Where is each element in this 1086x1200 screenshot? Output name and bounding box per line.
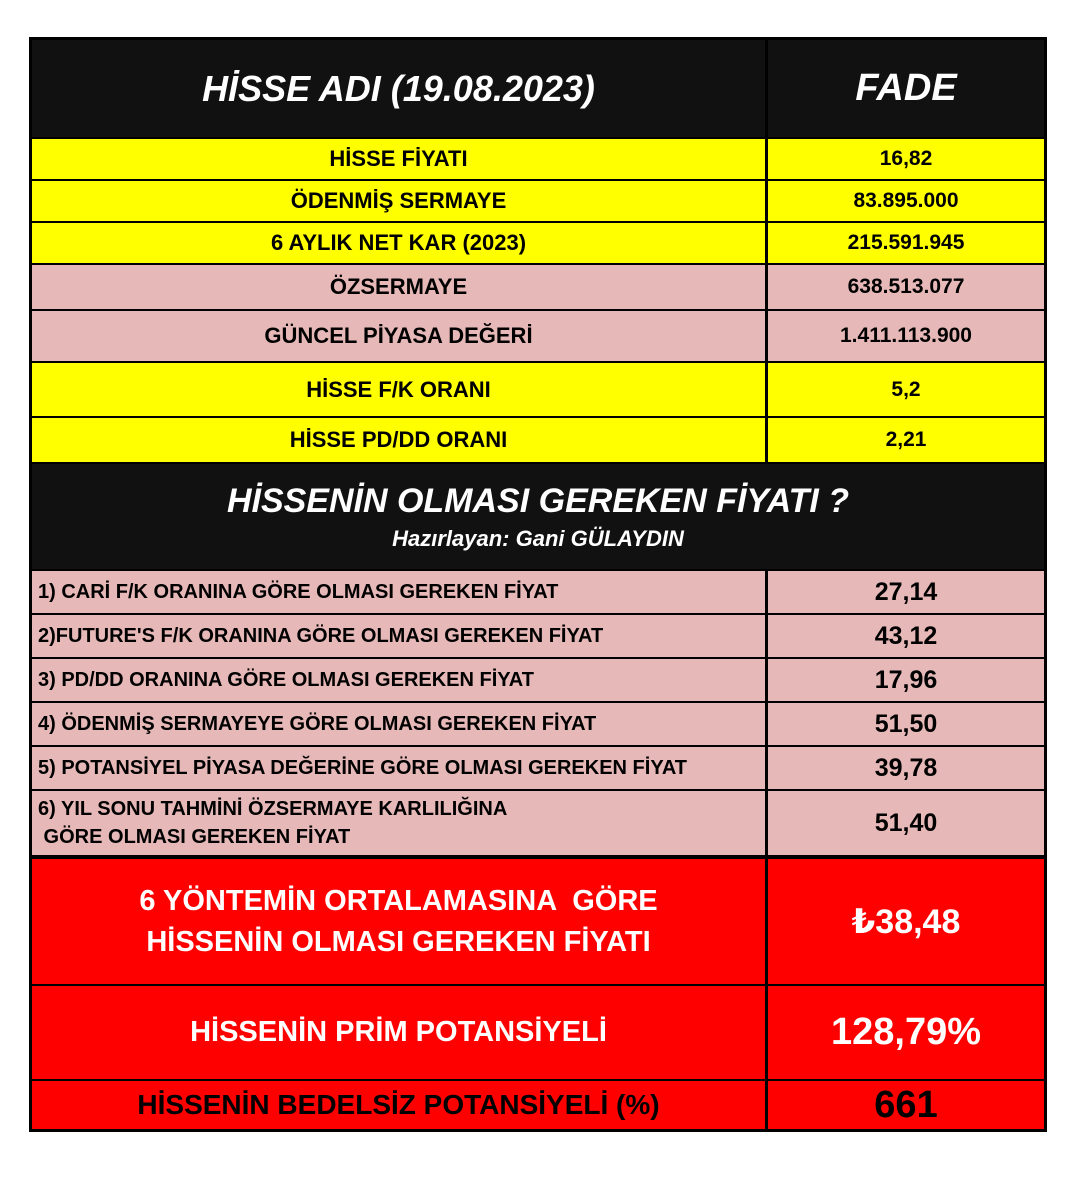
average-price-label xyxy=(32,859,768,984)
metric-label: HİSSE FİYATI xyxy=(32,139,768,179)
method-value: 43,12 xyxy=(874,621,938,650)
metric-value: 638.513.077 xyxy=(847,275,965,298)
metric-label: GÜNCEL PİYASA DEĞERİ xyxy=(32,311,768,361)
ticker-symbol: FADE xyxy=(855,67,957,109)
metric-value: 2,21 xyxy=(885,428,927,451)
metric-value: 5,2 xyxy=(891,377,921,401)
average-label-line1: 6 YÖNTEMİN ORTALAMASINA GÖRE xyxy=(139,884,658,917)
metric-value: 83.895.000 xyxy=(853,189,959,212)
bonus-potential-value: 661 xyxy=(874,1083,938,1126)
metric-value: 16,82 xyxy=(879,147,933,170)
method-label: 1) CARİ F/K ORANINA GÖRE OLMASI GEREKEN FİYAT xyxy=(32,571,768,613)
metric-row-market-value xyxy=(32,311,1044,363)
method-label: 2)FUTURE'S F/K ORANINA GÖRE OLMASI GEREKEN FİYAT xyxy=(32,615,768,657)
method-row xyxy=(32,615,1044,659)
metric-row-equity xyxy=(32,265,1044,311)
metric-label: HİSSE PD/DD ORANI xyxy=(32,418,768,462)
valuation-table xyxy=(29,37,1047,1132)
metric-row-pe-ratio xyxy=(32,363,1044,418)
premium-potential-row xyxy=(32,986,1044,1081)
method-row xyxy=(32,747,1044,791)
method-value: 17,96 xyxy=(874,665,938,694)
metric-value: 215.591.945 xyxy=(847,231,965,254)
average-label-line2: HİSSENİN OLMASI GEREKEN FİYATI xyxy=(146,925,651,958)
metric-row-net-profit xyxy=(32,223,1044,265)
metric-label: ÖDENMİŞ SERMAYE xyxy=(32,181,768,221)
header-row xyxy=(32,40,1044,139)
method-value: 27,14 xyxy=(874,577,938,606)
metric-row-pb-ratio xyxy=(32,418,1044,464)
method-row xyxy=(32,703,1044,747)
metric-value: 1.411.113.900 xyxy=(840,324,972,347)
method-label: 3) PD/DD ORANINA GÖRE OLMASI GEREKEN FİYAT xyxy=(32,659,768,701)
bonus-potential-row xyxy=(32,1081,1044,1129)
stock-name-title: HİSSE ADI (19.08.2023) xyxy=(32,40,768,137)
method-label: 4) ÖDENMİŞ SERMAYEYE GÖRE OLMASI GEREKEN FİYAT xyxy=(32,703,768,745)
premium-potential-label: HİSSENİN PRİM POTANSİYELİ xyxy=(32,986,768,1079)
method-row xyxy=(32,791,1044,857)
metric-label: ÖZSERMAYE xyxy=(32,265,768,309)
average-price-row xyxy=(32,857,1044,986)
premium-potential-value: 128,79% xyxy=(830,1011,981,1053)
author-credit: Hazırlayan: Gani GÜLAYDIN xyxy=(392,525,684,551)
average-price-value: ₺38,48 xyxy=(851,902,961,941)
method-value: 39,78 xyxy=(874,753,938,782)
metric-label: HİSSE F/K ORANI xyxy=(32,363,768,416)
metric-row-paid-capital xyxy=(32,181,1044,223)
section-banner xyxy=(32,464,1044,571)
method-value: 51,50 xyxy=(874,709,938,738)
metric-row-price xyxy=(32,139,1044,181)
section-title: HİSSENİN OLMASI GEREKEN FİYATI ? xyxy=(226,482,850,521)
bonus-potential-label: HİSSENİN BEDELSİZ POTANSİYELİ (%) xyxy=(32,1081,768,1129)
metric-label: 6 AYLIK NET KAR (2023) xyxy=(32,223,768,263)
method-row xyxy=(32,659,1044,703)
method-value: 51,40 xyxy=(874,808,938,837)
method-label xyxy=(32,791,768,855)
method-label-line1: 6) YIL SONU TAHMİNİ ÖZSERMAYE KARLILIĞINA xyxy=(38,798,508,820)
method-row xyxy=(32,571,1044,615)
method-label: 5) POTANSİYEL PİYASA DEĞERİNE GÖRE OLMASI GEREKEN FİYAT xyxy=(32,747,768,789)
method-label-line2: GÖRE OLMASI GEREKEN FİYAT xyxy=(38,826,351,848)
